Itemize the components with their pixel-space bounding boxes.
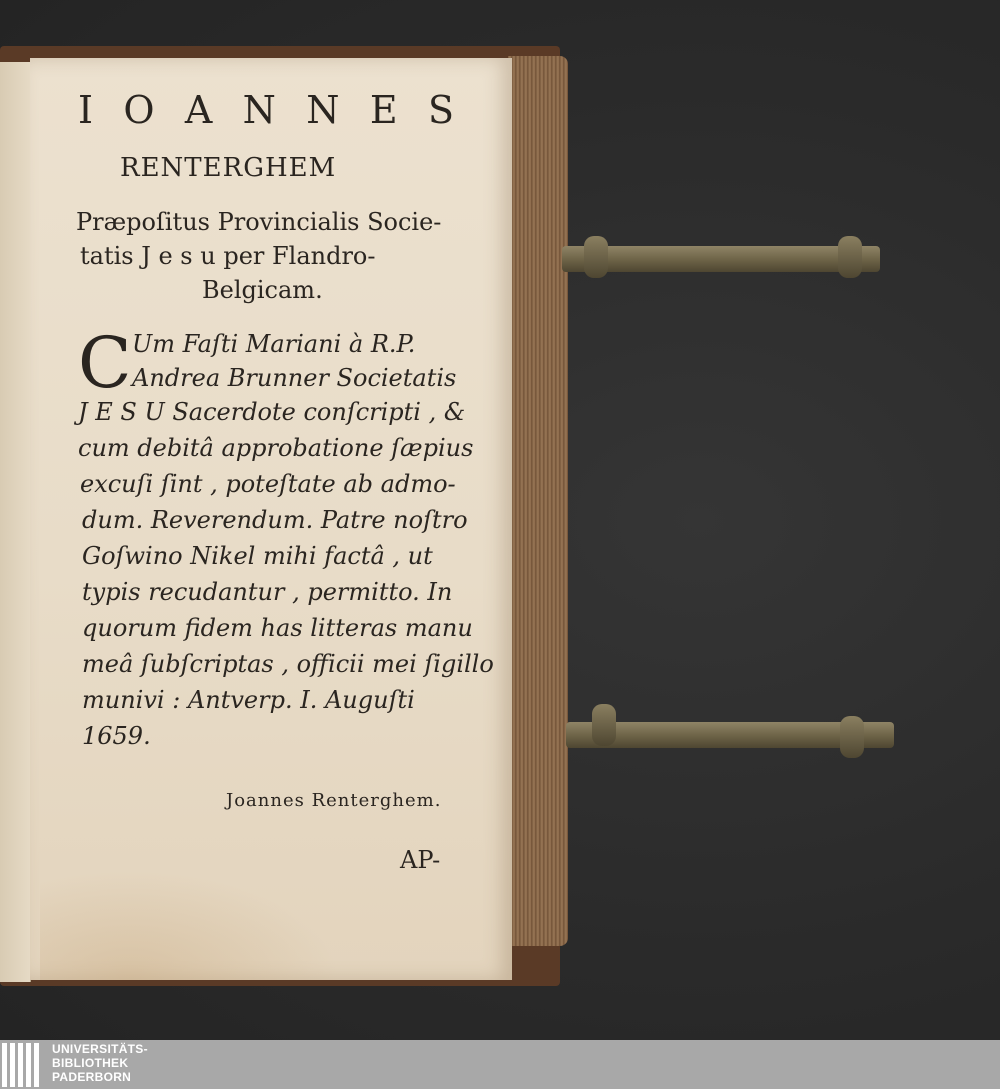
library-logo-icon xyxy=(2,1043,46,1087)
surname-line: RENTERGHEM xyxy=(120,153,337,183)
lower-clasp-tip xyxy=(840,716,864,758)
library-logo-text xyxy=(52,1042,148,1084)
role-line: Præpoſitus Provincialis Socie- xyxy=(76,208,442,236)
body-line: meâ ſubſcriptas , officii mei ſigillo xyxy=(82,650,494,678)
signature: Joannes Renterghem. xyxy=(226,790,442,811)
title-letter: N xyxy=(306,88,340,132)
body-line: Um Faſti Mariani à R.P. xyxy=(132,330,416,358)
title-letter: E xyxy=(369,88,398,132)
logo-line: BIBLIOTHEK xyxy=(52,1056,129,1070)
body-line: Goſwino Nikel mihi factâ , ut xyxy=(82,542,433,570)
upper-clasp-tip xyxy=(838,236,862,278)
page-edges xyxy=(508,56,568,946)
title-letter: O xyxy=(123,88,155,132)
body-line: quorum fidem has litteras manu xyxy=(82,614,473,642)
logo-line: PADERBORN xyxy=(52,1070,132,1084)
title-letter: I xyxy=(78,88,94,132)
catchword: AP- xyxy=(400,846,441,874)
logo-line: UNIVERSITÄTS- xyxy=(52,1042,148,1056)
book-page xyxy=(30,58,512,980)
body-line: munivi : Antverp. I. Auguſti xyxy=(82,686,415,714)
footer-bar xyxy=(0,1040,1000,1089)
name-title xyxy=(78,88,454,132)
drop-cap: C xyxy=(78,322,132,404)
body-line: excuſi ſint , poteſtate ab admo- xyxy=(80,470,456,498)
upper-clasp-knob xyxy=(584,236,608,278)
title-letter: A xyxy=(184,88,213,132)
body-line: cum debitâ approbatione ſæpius xyxy=(78,434,474,462)
body-line: typis recudantur , permitto. In xyxy=(82,578,453,606)
upper-clasp xyxy=(562,246,880,272)
body-line: dum. Reverendum. Patre noſtro xyxy=(82,506,468,534)
role-line: tatis J e s u per Flandro- xyxy=(80,242,376,270)
body-line: Andrea Brunner Societatis xyxy=(132,364,457,392)
body-line: J E S U Sacerdote conſcripti , & xyxy=(78,398,466,426)
role-line: Belgicam. xyxy=(202,276,323,304)
water-stain xyxy=(40,870,340,980)
left-page-strip xyxy=(0,62,31,982)
title-letter: N xyxy=(242,88,276,132)
title-letter: S xyxy=(427,88,454,132)
lower-clasp-knob xyxy=(592,704,616,746)
body-line: 1659. xyxy=(82,722,151,750)
